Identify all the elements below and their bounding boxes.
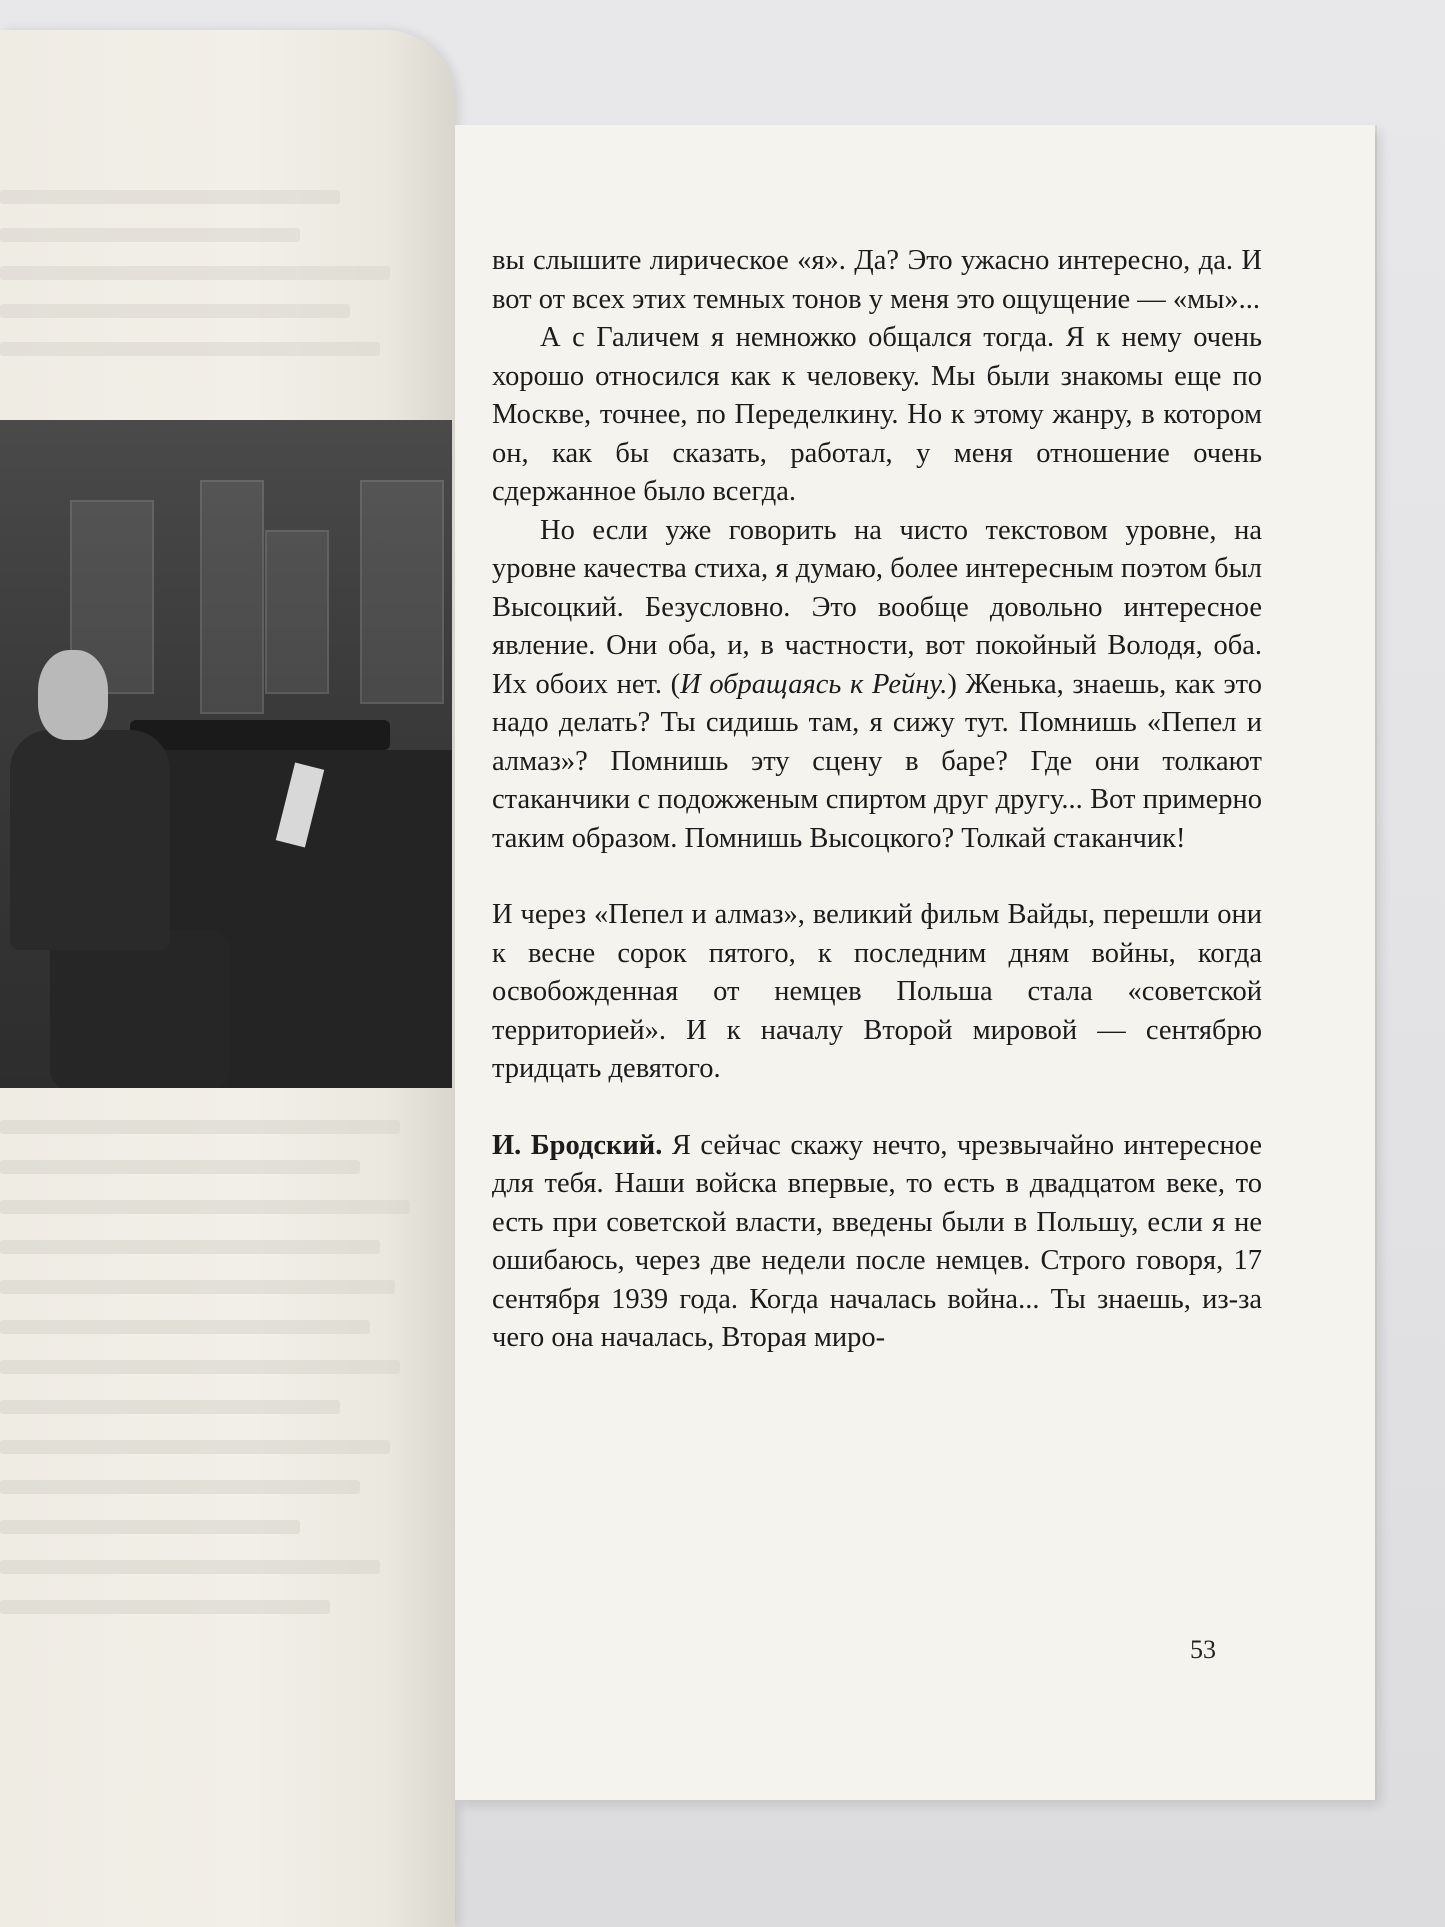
- paragraph-brodsky: И. Бродский. Я сейчас скажу нечто, чрезвычайно интересное для тебя. Наши войска впервые, то есть в двадцатом веке, то есть при советской власти, введены были в Польшу, если я не ошибаюсь, через две недели после немцев. Строго говоря, 17 сентября 1939 года. Когда началась война... Ты знаешь, из-за чего она началась, Вторая миро-: [492, 1129, 1262, 1353]
- left-page: [0, 30, 455, 1927]
- photo: [0, 420, 452, 1088]
- page-text: [492, 242, 1262, 1358]
- paragraph-continued: вы слышите лирическое «я». Да? Это ужасно интересно, да. И вот от всех этих темных тонов у меня это ощущение — «мы»...: [492, 245, 1262, 315]
- paragraph-galich: А с Галичем я немножко общался тогда. Я к нему очень хорошо относился как к человеку. Мы были знакомы еще по Москве, точнее, по Переделкину. Но к этому жанру, в котором он, как бы сказать, работал, у меня отношение очень сдержанное было всегда.: [492, 322, 1262, 507]
- stage-direction: И обращаясь к Рейну.: [680, 668, 948, 700]
- seated-man: [10, 650, 230, 1088]
- show-through-text: [0, 190, 430, 380]
- paragraph-narration: И через «Пепел и алмаз», великий фильм Вайды, перешли они к весне сорок пятого, к последним дням войны, когда освобожденная от немцев Польша стала «советской территорией». И к началу Второй мировой — сентябрю тридцать девятого.: [492, 899, 1262, 1084]
- show-through-text-lower: [0, 1120, 420, 1640]
- right-page: [455, 125, 1375, 1800]
- paragraph-vysotsky: Но если уже говорить на чисто текстовом уровне, на уровне качества стиха, я думаю, более интересным поэтом был Высоцкий. Безусловно. Это вообще довольно интересное явление. Они оба, и, в частности, вот покойный Володя, оба. Их обоих нет. (И обращаясь к Рейну.) Женька, знаешь, как это надо делать? Ты сидишь там, я сижу тут. Помнишь «Пепел и алмаз»? Помнишь эту сцену в баре? Где они толкают стаканчики с подожженым спиртом друг другу... Вот примерно таким образом. Помнишь Высоцкого? Толкай стаканчик!: [492, 514, 1262, 854]
- page-number: 53: [1190, 1635, 1216, 1664]
- speaker-name: И. Бродский.: [492, 1129, 663, 1161]
